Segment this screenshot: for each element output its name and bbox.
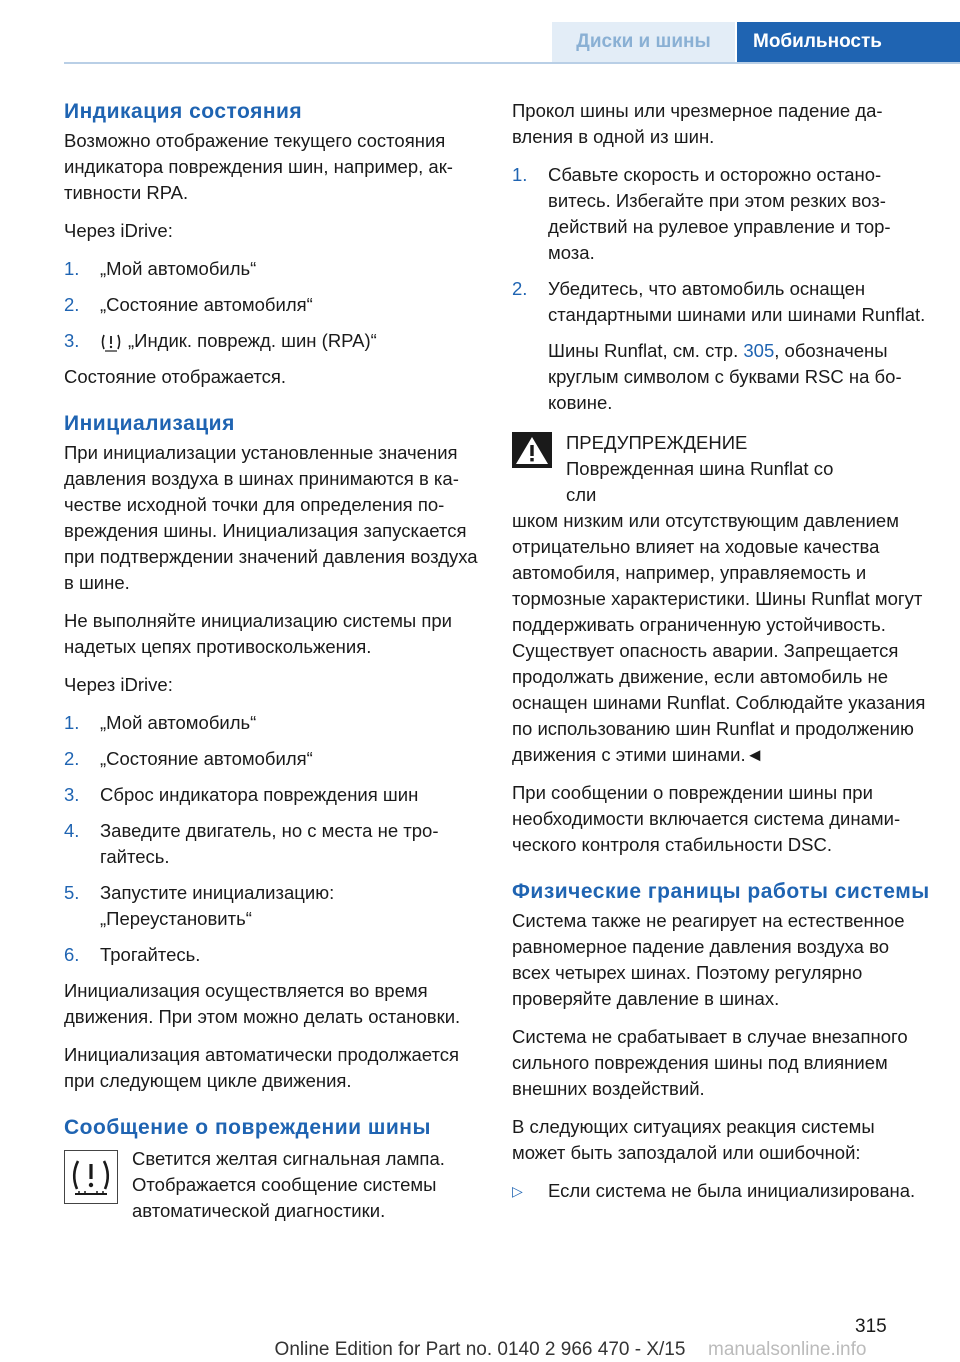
list-item (64, 880, 480, 932)
step-text: „Мой автомобиль“ (100, 258, 257, 279)
step-text: Запустите инициализацию: „Переустановить“ (100, 882, 335, 929)
step-number: 2. (64, 748, 80, 769)
header-rule (64, 62, 960, 64)
init-steps (64, 710, 480, 968)
rpa-tire-icon (100, 331, 122, 353)
runflat-post: , обозначены круглым символом с буквами RSC на боковине. (548, 340, 902, 413)
step-number: 1. (64, 712, 80, 733)
heading-status-display: Индикация состояния (64, 100, 303, 123)
step-text: „Состояние автомобиля“ (100, 294, 313, 315)
header-section-label: Диски и шины (552, 22, 735, 62)
list-item (64, 818, 480, 870)
warning-first-line: Поврежденная шина Runflat со сли (566, 458, 834, 505)
list-item (64, 256, 480, 282)
warning-title: ПРЕДУПРЕЖДЕНИЕ (566, 432, 748, 453)
init-p3: Инициализация осуществляется во время движения. При этом можно делать остановки. (64, 980, 461, 1027)
step-text: „Мой автомобиль“ (100, 712, 257, 733)
list-item (512, 162, 930, 266)
page-reference-link[interactable]: 305 (743, 340, 775, 361)
warning-triangle-icon (512, 432, 552, 468)
via-idrive-2: Через iDrive: (64, 674, 173, 695)
bullet-text: Если система не была инициализирована. (548, 1180, 916, 1201)
triangle-bullet-icon: ▷ (512, 1183, 523, 1199)
header-chapter-label: Мобильность (737, 22, 960, 62)
limits-bullets (512, 1178, 930, 1204)
heading-tire-damage-message: Сообщение о повреждении шины (64, 1116, 431, 1139)
init-p2: Не выполняйте инициализацию системы при надетых цепях противоскольжения. (64, 610, 453, 657)
right-column (512, 98, 930, 1204)
step-number: 4. (64, 820, 80, 841)
step-number: 5. (64, 882, 80, 903)
warning-header (512, 430, 930, 508)
step-text: Трогайтесь. (100, 944, 201, 965)
puncture-intro: Прокол шины или чрезмерное падение давления в одной из шин. (512, 100, 883, 147)
page-number: 315 (855, 1316, 887, 1337)
list-item (64, 746, 480, 772)
step-number: 2. (64, 294, 80, 315)
left-column (64, 98, 480, 1224)
list-item (512, 276, 930, 416)
limits-p1: Система также не реагирует на естественное равномерное падение давления воздуха во всех четырех шинах. Поэтому регулярно проверяйте давление в шинах. (512, 910, 905, 1009)
step-text: „Состояние автомобиля“ (100, 748, 313, 769)
status-intro: Возможно отображение текущего состояния индикатора повреждения шин, например, активности RPA. (64, 130, 453, 203)
step-text: Заведите двигатель, но с места не трогайтесь. (100, 820, 439, 867)
via-idrive-1: Через iDrive: (64, 220, 173, 241)
step-number: 1. (64, 258, 80, 279)
limits-p2: Система не срабатывает в случае внезапного сильного повреждения шины под влиянием внешних воздействий. (512, 1026, 908, 1099)
warning-lamp-block (64, 1146, 480, 1224)
step-number: 6. (64, 944, 80, 965)
list-item (64, 328, 480, 354)
step-number: 3. (64, 784, 80, 805)
init-p1: При инициализации установленные значения давления воздуха в шинах принимаются в качестве исходной точки для определения повреждения шины. Инициализация запускается при подтверждении значений давления воздуха в шине. (64, 442, 478, 593)
heading-initialization: Инициализация (64, 412, 235, 435)
warning-block (512, 430, 930, 768)
limits-p3: В следующих ситуациях реакция системы может быть запоздалой или ошибочной: (512, 1116, 875, 1163)
runflat-note (548, 338, 930, 416)
list-item (64, 292, 480, 318)
dsc-note: При сообщении о повреждении шины при необходимости включается система динамического контроля стабильности DSC. (512, 782, 901, 855)
list-item (512, 1178, 930, 1204)
runflat-pre: Шины Runflat, см. стр. (548, 340, 739, 361)
step-number: 1. (512, 164, 528, 185)
step-text: „Индик. поврежд. шин (RPA)“ (128, 330, 377, 351)
warning-lamp-text: Светится желтая сигнальная лампа. Отображается сообщение системы автоматической диагностики. (132, 1148, 445, 1221)
heading-system-limits: Физические границы работы системы (512, 880, 930, 903)
step-text: Сбавьте скорость и осторожно остановитесь. Избегайте при этом резких воздействий на рулевое управление и тормоза. (548, 164, 891, 263)
list-item (64, 782, 480, 808)
step-text: Убедитесь, что автомобиль оснащен стандартными шинами или шинами Runflat. (548, 278, 926, 325)
footer-edition: Online Edition for Part no. 0140 2 966 470 - X/15 (274, 1339, 686, 1360)
status-result: Состояние отображается. (64, 366, 287, 387)
step-number: 2. (512, 278, 528, 299)
warning-body: шком низким или отсутствующим давлением отрицательно влияет на ходовые качества автомобиля, например, управляемость и тормозные характеристики. Шины Runflat могут поддерживать ограниченную устойчивость. Существует опасность аварии. Запрещается продолжать движение, если автомобиль не оснащен шинами Runflat. Соблюдайте указания по использованию шин Runflat и продолжению движения с этими шинами.◄ (512, 510, 926, 765)
footer-watermark: manualsonline.info (708, 1339, 867, 1360)
tire-pressure-warning-icon (64, 1150, 118, 1204)
list-item (64, 710, 480, 736)
step-text: Сброс индикатора повреждения шин (100, 784, 419, 805)
step-number: 3. (64, 330, 80, 351)
page-header (0, 22, 960, 62)
init-p4: Инициализация автоматически продолжается при следующем цикле движения. (64, 1044, 460, 1091)
status-steps (64, 256, 480, 354)
puncture-steps (512, 162, 930, 416)
list-item (64, 942, 480, 968)
